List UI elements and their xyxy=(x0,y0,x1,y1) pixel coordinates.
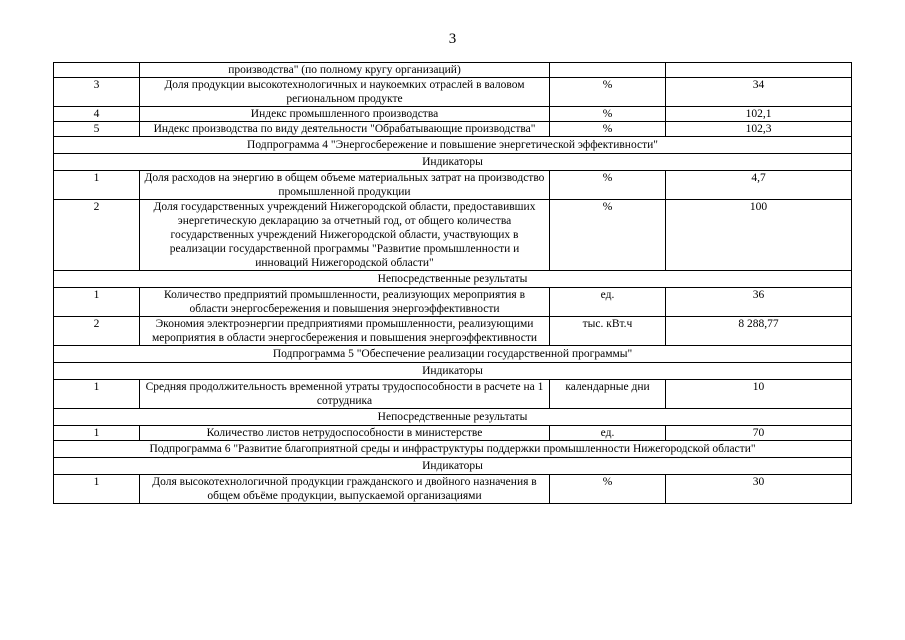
unit-cell: % xyxy=(550,171,666,200)
section-title: Непосредственные результаты xyxy=(54,409,852,426)
value-cell: 34 xyxy=(666,78,852,107)
table-row xyxy=(54,200,852,271)
row-number: 1 xyxy=(54,171,140,200)
value-cell: 102,3 xyxy=(666,122,852,137)
section-row xyxy=(54,154,852,171)
indicator-name: Индекс промышленного производства xyxy=(140,107,550,122)
section-row xyxy=(54,441,852,458)
section-title: Индикаторы xyxy=(54,154,852,171)
section-row xyxy=(54,363,852,380)
row-number: 1 xyxy=(54,426,140,441)
unit-cell: % xyxy=(550,107,666,122)
section-title: Подпрограмма 4 "Энергосбережение и повышение энергетической эффективности" xyxy=(54,137,852,154)
row-number: 5 xyxy=(54,122,140,137)
indicator-name: Количество предприятий промышленности, реализующих мероприятия в области энергосбережения и повышения энергоэффективности xyxy=(140,288,550,317)
row-number: 2 xyxy=(54,200,140,271)
indicator-name: Экономия электроэнергии предприятиями промышленности, реализующими мероприятия в области энергосбережения и повышения энергоэффективности xyxy=(140,317,550,346)
unit-cell: ед. xyxy=(550,288,666,317)
row-number: 3 xyxy=(54,78,140,107)
unit-cell: тыс. кВт.ч xyxy=(550,317,666,346)
value-cell: 100 xyxy=(666,200,852,271)
unit-cell: календарные дни xyxy=(550,380,666,409)
indicator-name: Доля продукции высокотехнологичных и наукоемких отраслей в валовом региональном продукте xyxy=(140,78,550,107)
section-title: Подпрограмма 6 "Развитие благоприятной среды и инфраструктуры поддержки промышленности Нижегородской области" xyxy=(54,441,852,458)
indicator-name: Доля высокотехнологичной продукции гражданского и двойного назначения в общем объёме продукции, выпускаемой организациями xyxy=(140,475,550,504)
indicator-name: Количество листов нетрудоспособности в министерстве xyxy=(140,426,550,441)
value-cell: 30 xyxy=(666,475,852,504)
value-cell: 8 288,77 xyxy=(666,317,852,346)
unit-cell: % xyxy=(550,475,666,504)
value-cell: 4,7 xyxy=(666,171,852,200)
section-title: Подпрограмма 5 "Обеспечение реализации государственной программы" xyxy=(54,346,852,363)
row-number: 2 xyxy=(54,317,140,346)
row-number: 1 xyxy=(54,475,140,504)
unit-cell: % xyxy=(550,78,666,107)
row-number: 1 xyxy=(54,380,140,409)
indicators-table xyxy=(53,62,852,504)
value-cell: 36 xyxy=(666,288,852,317)
page-number: 3 xyxy=(448,31,457,47)
table-row xyxy=(54,78,852,107)
section-row xyxy=(54,458,852,475)
table-row xyxy=(54,475,852,504)
indicator-name: Индекс производства по виду деятельности "Обрабатывающие производства" xyxy=(140,122,550,137)
section-row xyxy=(54,137,852,154)
section-title: Непосредственные результаты xyxy=(54,271,852,288)
section-title: Индикаторы xyxy=(54,458,852,475)
value-cell: 102,1 xyxy=(666,107,852,122)
section-row xyxy=(54,409,852,426)
unit-cell: ед. xyxy=(550,426,666,441)
table-row xyxy=(54,122,852,137)
indicator-name: производства" (по полному кругу организаций) xyxy=(140,63,550,78)
row-number: 4 xyxy=(54,107,140,122)
value-cell: 70 xyxy=(666,426,852,441)
unit-cell: % xyxy=(550,122,666,137)
unit-cell: % xyxy=(550,200,666,271)
table-row xyxy=(54,63,852,78)
table-row xyxy=(54,107,852,122)
section-row xyxy=(54,271,852,288)
table-row xyxy=(54,288,852,317)
table-row xyxy=(54,317,852,346)
section-row xyxy=(54,346,852,363)
row-number xyxy=(54,63,140,78)
value-cell: 10 xyxy=(666,380,852,409)
indicator-name: Средняя продолжительность временной утраты трудоспособности в расчете на 1 сотрудника xyxy=(140,380,550,409)
table-row xyxy=(54,426,852,441)
table-row xyxy=(54,380,852,409)
row-number: 1 xyxy=(54,288,140,317)
unit-cell xyxy=(550,63,666,78)
indicator-name: Доля расходов на энергию в общем объеме материальных затрат на производство промышленной продукции xyxy=(140,171,550,200)
table-body xyxy=(54,63,852,504)
table-row xyxy=(54,171,852,200)
indicator-name: Доля государственных учреждений Нижегородской области, предоставивших энергетическую декларацию за отчетный год, от общего количества государственных учреждений Нижегородской области, участвующих в реализации государственной программы "Развитие промышленности и инноваций Нижегородской области" xyxy=(140,200,550,271)
section-title: Индикаторы xyxy=(54,363,852,380)
value-cell xyxy=(666,63,852,78)
